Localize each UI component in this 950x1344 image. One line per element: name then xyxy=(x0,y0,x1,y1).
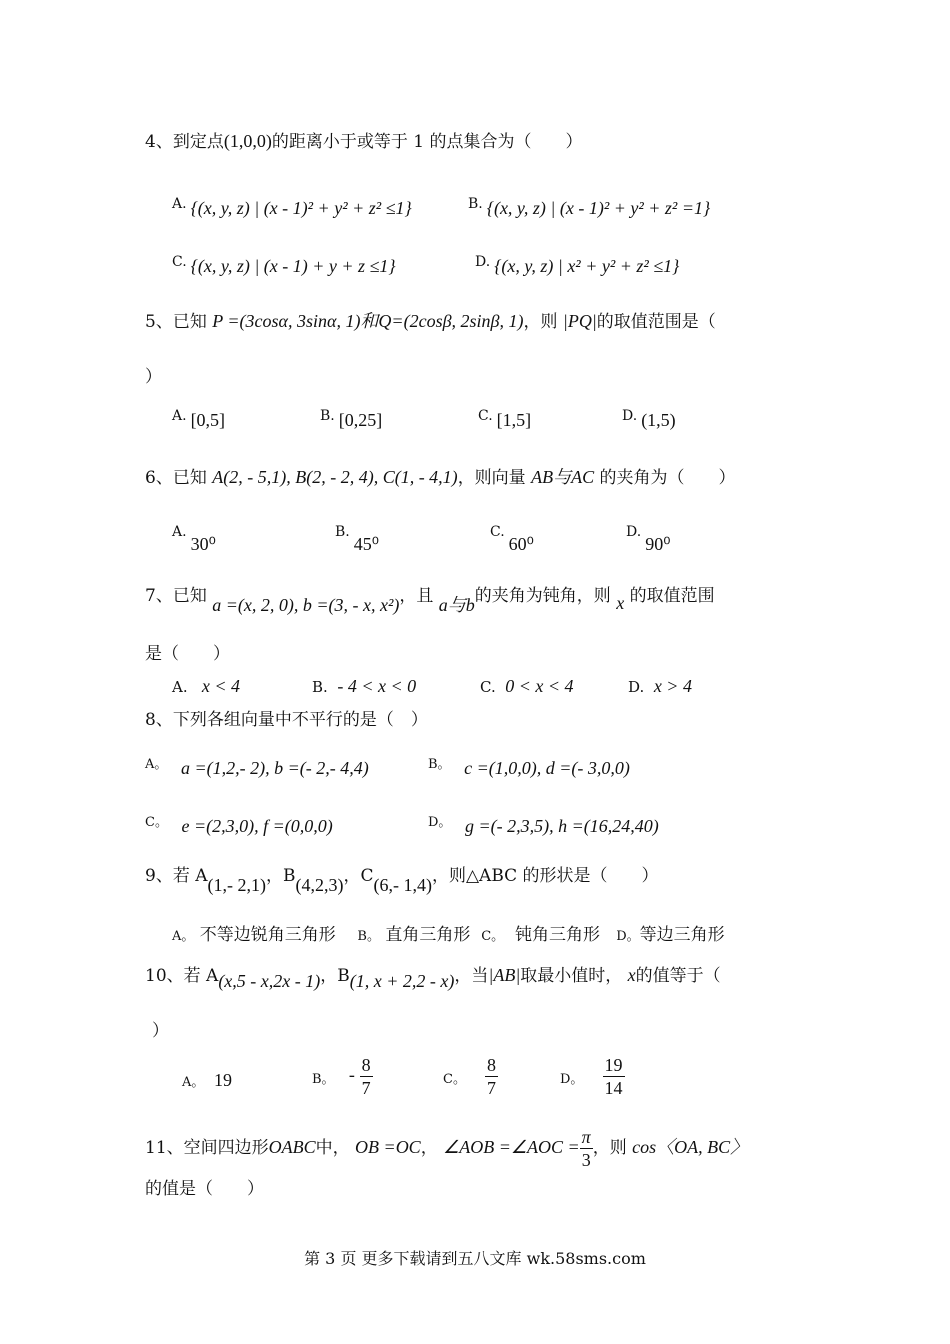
option-label: D。 xyxy=(616,929,640,944)
option-label: A。 xyxy=(172,929,195,944)
denominator: 7 xyxy=(361,1078,371,1098)
option-label: A. xyxy=(172,196,187,212)
q4-stem-text: 4、到定点 xyxy=(145,132,224,152)
q7-option-d xyxy=(628,676,692,697)
q10-option-b-sign: - xyxy=(348,1064,355,1085)
q10-abs-ab: |AB| xyxy=(488,965,521,985)
q5-option-c xyxy=(478,410,531,432)
q8-stem-text: 8、下列各组向量中不平行的是（ ） xyxy=(145,710,428,730)
option-label: B。 xyxy=(312,1071,335,1087)
q10-point-b: (1, x + 2,2 - x) xyxy=(349,971,455,991)
q6-option-c xyxy=(490,524,534,554)
q9-stem-text-2: ，B xyxy=(265,866,296,886)
option-label: B. xyxy=(320,408,335,424)
q8-option-a xyxy=(145,758,369,781)
option-label: D。 xyxy=(560,1071,584,1087)
numerator: 8 xyxy=(361,1055,371,1075)
option-label: D. xyxy=(475,254,491,270)
q5-expression: P =(3cosα, 3sinα, 1)和Q=(2cosβ, 2sinβ, 1) xyxy=(212,311,524,331)
option-text: [1,5] xyxy=(496,410,532,430)
option-label: A. xyxy=(172,678,188,696)
q5-stem-text-3: 的取值范围是（ xyxy=(596,312,716,332)
option-label: C。 xyxy=(481,929,505,944)
option-text: 45⁰ xyxy=(353,534,379,554)
q6-option-b xyxy=(335,524,379,554)
option-label: D. xyxy=(626,524,642,540)
option-label: A。 xyxy=(182,1075,205,1090)
q5-option-a xyxy=(172,410,225,432)
q9-stem-text: 9、若 A xyxy=(145,866,208,886)
q7-stem-line2 xyxy=(145,643,230,665)
option-label: C。 xyxy=(145,815,168,830)
option-text: x < 4 xyxy=(201,676,241,696)
question-9-stem xyxy=(145,864,659,895)
q7-ab: a与b xyxy=(438,595,475,615)
q6-option-a xyxy=(172,524,216,554)
option-text: [0,5] xyxy=(190,410,226,430)
q9-point-a: (1,- 2,1) xyxy=(207,875,266,895)
question-4-stem xyxy=(145,130,582,153)
question-8-stem xyxy=(145,709,428,731)
option-label: B. xyxy=(468,196,483,212)
option-text: 30⁰ xyxy=(190,534,216,554)
q10-stem-text: 10、若 A xyxy=(145,966,219,986)
option-text: g =(- 2,3,5), h =(16,24,40) xyxy=(464,816,659,836)
option-label: C。 xyxy=(443,1071,466,1087)
q11-stem-text-4: ，则 xyxy=(592,1138,627,1158)
q5-abs-pq: |PQ| xyxy=(562,311,597,331)
q5-stem-text: 5、已知 xyxy=(145,312,207,332)
option-label: C. xyxy=(480,678,496,696)
q9-options xyxy=(172,924,725,948)
q11-stem-text-2: 中， xyxy=(315,1138,350,1158)
option-text: e =(2,3,0), f =(0,0,0) xyxy=(181,816,333,836)
q7-stem-text: 7、已知 xyxy=(145,586,207,606)
option-text: 19 xyxy=(213,1070,232,1090)
q10-stem-text-2: ，B xyxy=(320,966,350,986)
page-footer: 第 3 页 更多下载请到五八文库 wk.58sms.com xyxy=(304,1249,646,1268)
q7-stem-text-3: 的夹角为钝角，则 xyxy=(474,586,611,606)
numerator: π xyxy=(581,1127,591,1147)
q9-option-c-text: 钝角三角形 xyxy=(514,925,600,945)
q4-point: (1,0,0) xyxy=(223,131,272,151)
q10-option-c-fraction xyxy=(485,1054,498,1099)
q9-stem-text-4: ，则△ABC 的形状是（ ） xyxy=(431,866,659,886)
q8-option-b xyxy=(428,758,630,781)
q10-option-c xyxy=(443,1054,498,1099)
option-text: a =(1,2,- 2), b =(- 2,- 4,4) xyxy=(180,758,369,778)
q6-stem-text-3: 的夹角为（ ） xyxy=(599,468,736,488)
q11-quadrilateral: OABC xyxy=(268,1137,316,1157)
q10-point-a: (x,5 - x,2x - 1) xyxy=(218,971,321,991)
option-text: (1,5) xyxy=(641,410,676,430)
q7-stem-text-5: 是（ ） xyxy=(145,644,230,664)
q4-option-a xyxy=(172,198,412,220)
option-label: B. xyxy=(312,678,328,696)
question-11-stem xyxy=(145,1126,748,1171)
q11-stem-line2 xyxy=(145,1178,264,1200)
q9-option-a-text: 不等边锐角三角形 xyxy=(199,925,336,945)
q9-option-d-text: 等边三角形 xyxy=(639,925,725,945)
q11-stem-text-3: ， xyxy=(420,1138,438,1158)
option-text: {(x, y, z) | x² + y² + z² ≤1} xyxy=(494,256,680,276)
option-label: C. xyxy=(490,524,505,540)
option-text: c =(1,0,0), d =(- 3,0,0) xyxy=(464,758,630,778)
q10-stem-close xyxy=(152,1020,169,1042)
q10-option-a xyxy=(182,1058,232,1102)
option-label: A。 xyxy=(145,757,168,772)
q9-option-b-text: 直角三角形 xyxy=(385,925,471,945)
q4-option-d xyxy=(475,256,679,278)
q5-stem-close xyxy=(145,366,162,388)
numerator: 19 xyxy=(604,1055,623,1075)
q10-option-b-fraction xyxy=(360,1054,373,1099)
q7-option-c xyxy=(480,676,574,697)
q5-option-b xyxy=(320,410,382,432)
q10-stem-text-5: 的值等于（ xyxy=(635,966,721,986)
option-label: C. xyxy=(172,254,187,270)
q8-option-c xyxy=(145,816,333,839)
q10-stem-text-3: ，当 xyxy=(454,966,489,986)
q6-expression: A(2, - 5,1), B(2, - 2, 4), C(1, - 4,1) xyxy=(212,467,458,487)
denominator: 14 xyxy=(604,1078,623,1098)
option-label: C. xyxy=(478,408,493,424)
q10-option-d-fraction xyxy=(603,1054,625,1099)
q4-option-b xyxy=(468,198,710,220)
q9-point-c: (6,- 1,4) xyxy=(373,875,432,895)
question-10-stem xyxy=(145,964,721,991)
option-label: D. xyxy=(628,678,645,696)
q7-expression: a =(x, 2, 0), b =(3, - x, x²) xyxy=(212,595,400,615)
q11-equation-2: ∠AOB =∠AOC = xyxy=(443,1137,580,1157)
option-label: D. xyxy=(622,408,638,424)
q5-stem-text-2: ，则 xyxy=(523,312,558,332)
q11-equation-1: OB =OC xyxy=(355,1137,421,1157)
option-text: {(x, y, z) | (x - 1)² + y² + z² =1} xyxy=(486,198,711,218)
q11-stem-text: 11、空间四边形 xyxy=(145,1138,269,1158)
denominator: 3 xyxy=(581,1150,591,1170)
question-7-stem xyxy=(145,584,715,615)
option-label: B. xyxy=(335,524,350,540)
option-label: D。 xyxy=(428,815,452,830)
question-6-stem xyxy=(145,466,736,489)
q7-stem-text-2: ，且 xyxy=(399,586,434,606)
option-text: [0,25] xyxy=(338,410,383,430)
q8-option-d xyxy=(428,816,659,839)
q10-option-d xyxy=(560,1054,625,1099)
numerator: 8 xyxy=(487,1055,497,1075)
q11-cos-expression: cos〈OA, BC〉 xyxy=(632,1137,749,1157)
option-text: 60⁰ xyxy=(508,534,534,554)
q7-variable-x: x xyxy=(616,593,625,613)
option-text: x > 4 xyxy=(653,676,692,696)
q11-pi-over-3 xyxy=(580,1126,593,1171)
q4-option-c xyxy=(172,256,396,278)
option-label: B。 xyxy=(357,929,380,944)
q7-option-b xyxy=(312,676,416,697)
q11-stem-text-5: 的值是（ ） xyxy=(145,1179,264,1199)
q10-close-paren: ） xyxy=(152,1021,169,1041)
option-text: {(x, y, z) | (x - 1)² + y² + z² ≤1} xyxy=(190,198,412,218)
option-label: A. xyxy=(172,408,187,424)
option-text: {(x, y, z) | (x - 1) + y + z ≤1} xyxy=(190,256,396,276)
q9-stem-text-3: ，C xyxy=(343,866,374,886)
option-text: 0 < x < 4 xyxy=(505,676,574,696)
q10-variable-x: x xyxy=(627,965,636,985)
q7-stem-text-4: 的取值范围 xyxy=(629,586,715,606)
q5-close-paren: ） xyxy=(145,367,162,387)
option-label: B。 xyxy=(428,757,451,772)
q4-stem-text-2: 的距离小于或等于 1 的点集合为（ ） xyxy=(271,132,583,152)
option-text: 90⁰ xyxy=(645,534,671,554)
option-label: A. xyxy=(172,524,187,540)
question-5-stem xyxy=(145,310,716,333)
q9-point-b: (4,2,3) xyxy=(295,875,344,895)
q6-vectors: AB与AC xyxy=(531,467,595,487)
q6-stem-text-2: ，则向量 xyxy=(457,468,526,488)
q10-stem-text-4: 取最小值时， xyxy=(520,966,623,986)
denominator: 7 xyxy=(487,1078,497,1098)
q10-option-b xyxy=(312,1054,373,1099)
q7-option-a xyxy=(172,676,240,697)
q6-stem-text: 6、已知 xyxy=(145,468,207,488)
option-text: - 4 < x < 0 xyxy=(337,676,417,696)
q5-option-d xyxy=(622,410,676,432)
q6-option-d xyxy=(626,524,671,554)
